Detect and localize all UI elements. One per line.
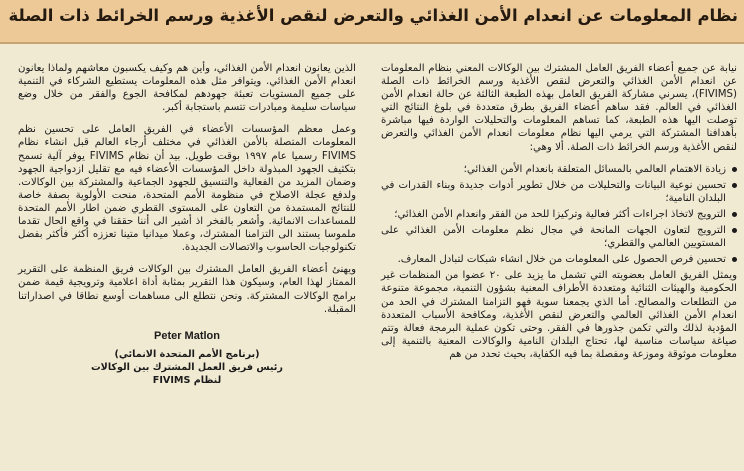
closing-paragraph: ويمثل الفريق العامل بعضويته التي تشمل ما يزيد على ٢٠ عضوا من المنظمات غير الحكومية والهيئات الثنائية ومتعددة الأطراف المعنية بشؤون التنمية، مجموعة متنوعة من التطلعات والمصالح. أما الذي يجمعنا سوية فهو التزامنا المشترك في الحد من انعدام الأمن الغذائي العالمي والتعرض لنقص الأغذية، ومكافحة الأسباب المتعددة المؤدية لذلك والتي تكمن جذورها في الفقر. وحتى تكون عملية البرمجة فعالة وتتم صياغة سياسات مناسبة لها، تحتاج البلدان النامية والوكالات المعنية بالتنمية إلى معلومات موثوقة وموزعة ومفصلة بما فيه الكفاية، بحيث تحدد من هم — [381, 270, 737, 360]
list-item: زيادة الاهتمام العالمي بالمسائل المتعلقة بانعدام الأمن الغذائي؛ — [381, 163, 737, 176]
signatory-role-system: لنظام FIVIMS — [152, 374, 222, 386]
list-item: الترويج لتعاون الجهات المانحة في مجال نظم معلومات الأمن الغذائي على المستويين العالمي والقطري؛ — [381, 224, 737, 250]
list-item: تحسين فرص الحصول على المعلومات من خلال انشاء شبكات لتبادل المعارف. — [381, 253, 737, 266]
signature-block — [18, 330, 356, 387]
paragraph: ويهنئ أعضاء الفريق العامل المشترك بين الوكالات فريق المنظمة على التقرير الممتاز لهذا العام، وسيكون هذا التقرير بمثابة أداة اعلامية وترويجية قيمة ضمن برامج الوكالات المشتركة. ونحن نتطلع الى مساهمات أوسع نطاقا في اصداراتنا المقبلة. — [18, 264, 356, 315]
paragraph: الذين يعانون انعدام الأمن الغذائي، وأين هم وكيف يكسبون معاشهم ولماذا يعانون انعدام الأمن الغذائي. ويتوافر مثل هذه المعلومات يستطيع الشركاء في التنمية على جميع المستويات تعبئة جهودهم لمكافحة الجوع والفقر من خلال وضع سياسات سليمة ومبادرات تتسم باستجابة أكبر. — [18, 63, 356, 114]
left-column — [18, 62, 356, 387]
list-item: الترويج لاتخاذ اجراءات أكثر فعالية وتركيزا للحد من الفقر وانعدام الأمن الغذائي؛ — [381, 208, 737, 221]
list-item: تحسين نوعية البيانات والتحليلات من خلال تطوير أدوات جديدة وبناء القدرات في البلدان النامية؛ — [381, 179, 737, 205]
objectives-list — [381, 163, 737, 267]
right-column — [381, 62, 737, 370]
paragraph: وعمل معظم المؤسسات الأعضاء في الفريق العامل على تحسين نظم المعلومات المتصلة بالأمن الغذائي في مختلف أرجاء العالم قبل انشاء نظام FIVIMS رسميا عام ١٩٩٧ بوقت طويل. بيد أن نظام FIVIMS يوفر آلية تسمح بتكثيف الجهود المبذولة داخل المؤسسات الأعضاء فيه مع تقليل ازدواجية الجهود وضمان المزيد من الفعالية والتنسيق للجهود الجماعية والمشتركة بين الوكالات. ولدفع عجلة الاصلاح في منظومة الأمم المتحدة، منحت الأولوية بصفة خاصة للنتائج المستمدة من التعاون على المستوى القطري ضمن اطار الأمم المتحدة للمساعدات الانمائية. وأشعر بالفخر اذ أشير الى أننا حققنا في واقع الحال تقدما ملموسا يستند الى التزامنا المشترك، وعملا ميدانيا متينا تعززه أكثر فأكثر بفضل تكنولوجيات الحاسوب والاتصالات الجديدة. — [18, 124, 356, 254]
signatory-organization: (برنامج الأمم المتحدة الانمائي) — [114, 348, 260, 360]
page-header — [0, 0, 744, 44]
intro-paragraph: نيابة عن جميع أعضاء الفريق العامل المشترك بين الوكالات المعني بنظام المعلومات عن انعدام الأمن الغذائي والتعرض لنقص الأغذية ورسم الخرائط ذات الصلة (FIVIMS)، يسرني مشاركة الفريق العامل بهذه الطبعة الثالثة عن حالة انعدام الأمن الغذائي في العالم. فقد ساهم أعضاء الفريق بطرق متعددة في بلوغ النتائج التي توصلت اليها هذه الطبعة، كما تساهم المعلومات والتحليلات الواردة فيها مباشرة بأهدافنا المشتركة التي يرمي اليها نظام معلومات انعدام الأمن الغذائي والتعرض لنقص الأغذية ورسم الخرائط ذات الصلة. ألا وهي: — [381, 63, 737, 153]
page-title: نظام المعلومات عن انعدام الأمن الغذائي والتعرض لنقص الأغذية ورسم الخرائط ذات الصلة — [8, 6, 738, 25]
signatory-name: Peter Matlon — [153, 329, 220, 342]
signatory-role: رئيس فريق العمل المشترك بين الوكالات — [91, 361, 283, 373]
